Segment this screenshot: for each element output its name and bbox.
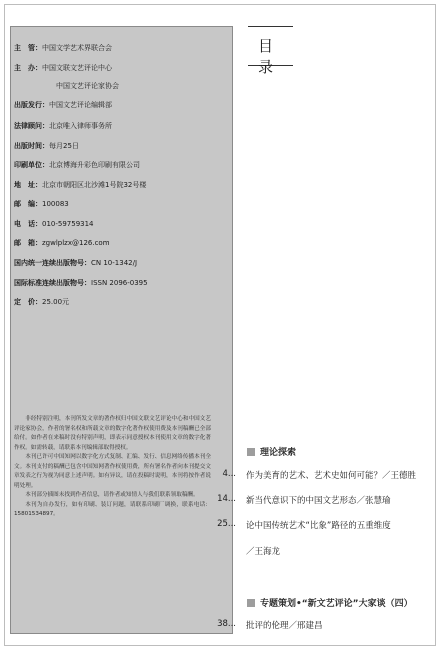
notice-paragraph: 本刊已许可中国知网以数字化方式复制、汇编、发行、信息网络传播本刊全文。本刊支付的稿酬已包含中国知网著作权使用费，所有署名作者向本刊提交文章发表之行为视为同意上述声明。如有异议，请在投稿时说明，本刊将按作者说明处理。 <box>14 454 211 489</box>
toc-entry-author[interactable]: ／王海龙 <box>246 547 281 557</box>
masthead-panel <box>10 26 233 634</box>
square-bullet-icon <box>247 599 255 607</box>
toc-page-number: 4... <box>222 469 236 479</box>
masthead-row-price: 定 价：25.00元 <box>14 298 70 306</box>
masthead-row-pubdate: 出版时间：每月25日 <box>14 142 79 150</box>
square-bullet-icon <box>247 448 255 456</box>
masthead-row-sponsor-2: 中国文艺评论家协会 <box>56 82 119 90</box>
toc-page-number: 25... <box>217 519 236 529</box>
toc-page-number: 14... <box>217 494 236 504</box>
notice-paragraph: 非经特别注明，本刊所发文章的著作权归中国文联文艺评论中心和中国文艺评论家协会，作者的署名权和所载文章的数字化著作权使用费及本刊稿酬已全部给付。如作者在来稿时没有特别声明，即表示同意授权本刊使用文章的数字化著作权。如需转载，请联系本刊编辑部取得授权。 <box>14 416 211 451</box>
notice-paragraph: 本刊为自办发行，如有印刷、装订问题，请联系印刷厂调换，联系电话：15801534897。 <box>14 501 211 517</box>
masthead-row-issn: 国际标准连续出版物号：ISSN 2096-0395 <box>14 279 148 287</box>
masthead-row-sponsor: 主 办：中国文联文艺评论中心 <box>14 64 112 72</box>
masthead-row-publisher: 出版发行：中国文艺评论编辑部 <box>14 101 112 109</box>
copyright-notice <box>14 415 211 520</box>
toc-page-number: 38... <box>217 619 236 629</box>
masthead-row-postcode: 邮 编：100083 <box>14 200 69 208</box>
section-heading-theory: 理论探索 <box>247 445 296 458</box>
masthead-row-legal: 法律顾问：北京唯入律师事务所 <box>14 122 112 130</box>
toc-entry-link[interactable]: 作为美育的艺术、艺术史如何可能？／王德胜 <box>246 471 417 481</box>
toc-title-box <box>248 26 309 76</box>
toc-entry-link[interactable]: 论中国传统艺术“比象”路径的五重维度 <box>246 521 391 531</box>
section-heading-special: 专题策划•“新文艺评论”大家谈（四） <box>247 596 413 609</box>
masthead-row-supervisor: 主 管：中国文学艺术界联合会 <box>14 44 112 52</box>
masthead-row-cn-number: 国内统一连续出版物号：CN 10-1342/J <box>14 259 138 267</box>
masthead-row-email: 邮 箱：zgwlplzx@126.com <box>14 239 110 247</box>
masthead-row-printer: 印刷单位：北京博海升彩色印刷有限公司 <box>14 161 140 169</box>
toc-title: 目 录 <box>257 37 309 76</box>
masthead-row-address: 地 址：北京市朝阳区北沙滩1号院32号楼 <box>14 181 147 189</box>
toc-entry-link[interactable]: 批评的伦理／邢建昌 <box>246 621 323 631</box>
notice-paragraph: 本刊部分插图未找到作者信息，请作者或知情人与我们联系领取稿酬。 <box>25 492 199 498</box>
toc-entry-link[interactable]: 新当代意识下的中国文艺形态／张慧瑜 <box>246 496 391 506</box>
masthead-row-phone: 电 话：010-59759314 <box>14 220 94 228</box>
